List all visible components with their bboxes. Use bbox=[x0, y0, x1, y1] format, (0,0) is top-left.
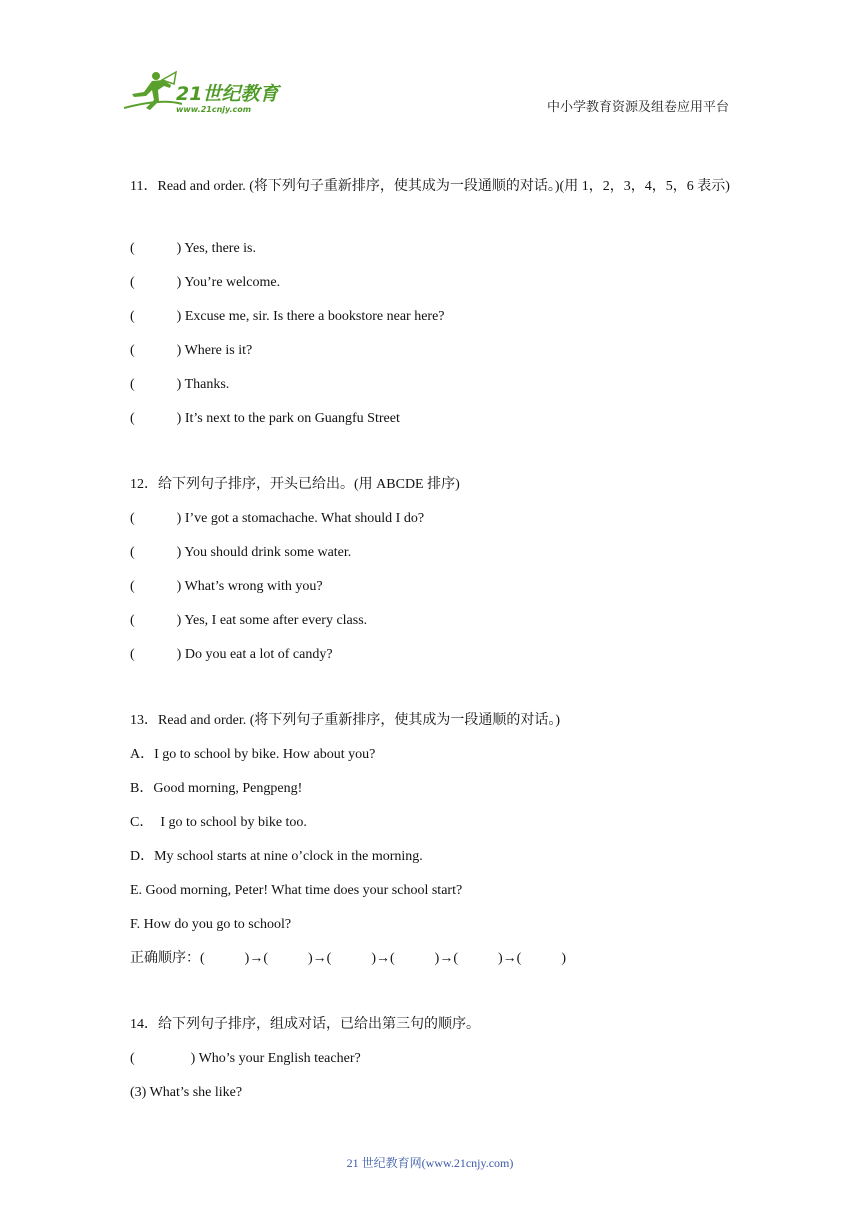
q11-item-3: ( ) Excuse me, sir. Is there a bookstore near here? bbox=[130, 309, 445, 324]
footer-source: 21 世纪教育网(www.21cnjy.com) bbox=[346, 1156, 514, 1170]
logo-url: www.21cnjy.com bbox=[176, 105, 252, 114]
q12-item-5: ( ) Do you eat a lot of candy? bbox=[130, 647, 333, 662]
q14-item-1: ( ) Who’s your English teacher? bbox=[130, 1051, 361, 1066]
q12-item-1: ( ) I’ve got a stomachache. What should I do? bbox=[130, 511, 425, 526]
q13-option-a: A．I go to school by bike. How about you? bbox=[130, 747, 376, 762]
q13-option-d: D．My school starts at nine o’clock in the morning. bbox=[130, 849, 423, 864]
logo-text: 21世纪教育 bbox=[176, 83, 279, 105]
q13-option-e: E. Good morning, Peter! What time does your school start? bbox=[130, 883, 463, 898]
q12-item-2: ( ) You should drink some water. bbox=[130, 545, 352, 560]
q13-title: 13．Read and order. (将下列句子重新排序，使其成为一段通顺的对话。) bbox=[130, 713, 561, 728]
q12-item-4: ( ) Yes, I eat some after every class. bbox=[130, 613, 368, 628]
q13-answer-order: 正确顺序：( )→( )→( )→( )→( )→( ) bbox=[130, 951, 566, 966]
q13-option-f: F. How do you go to school? bbox=[130, 917, 292, 932]
q12-item-3: ( ) What’s wrong with you? bbox=[130, 579, 323, 594]
q11-item-5: ( ) Thanks. bbox=[130, 377, 230, 392]
q11-item-4: ( ) Where is it? bbox=[130, 343, 253, 358]
q12-title: 12．给下列句子排序，开头已给出。(用 ABCDE 排序) bbox=[130, 477, 460, 492]
q11-item-1: ( ) Yes, there is. bbox=[130, 241, 257, 256]
q13-option-b: B．Good morning, Pengpeng! bbox=[130, 781, 303, 796]
q11-title: 11．Read and order. (将下列句子重新排序，使其成为一段通顺的对话。)(用 1，2，3，4，5，6 表示) bbox=[130, 179, 730, 194]
platform-name: 中小学教育资源及组卷应用平台 bbox=[546, 100, 729, 115]
site-logo bbox=[122, 68, 292, 116]
q11-item-6: ( ) It’s next to the park on Guangfu Street bbox=[130, 411, 400, 426]
q14-title: 14．给下列句子排序，组成对话，已给出第三句的顺序。 bbox=[130, 1017, 480, 1032]
q14-item-2: (3) What’s she like? bbox=[130, 1085, 243, 1100]
q11-item-2: ( ) You’re welcome. bbox=[130, 275, 281, 290]
worksheet-content bbox=[130, 170, 730, 1116]
q13-option-c: C． I go to school by bike too. bbox=[130, 815, 307, 830]
